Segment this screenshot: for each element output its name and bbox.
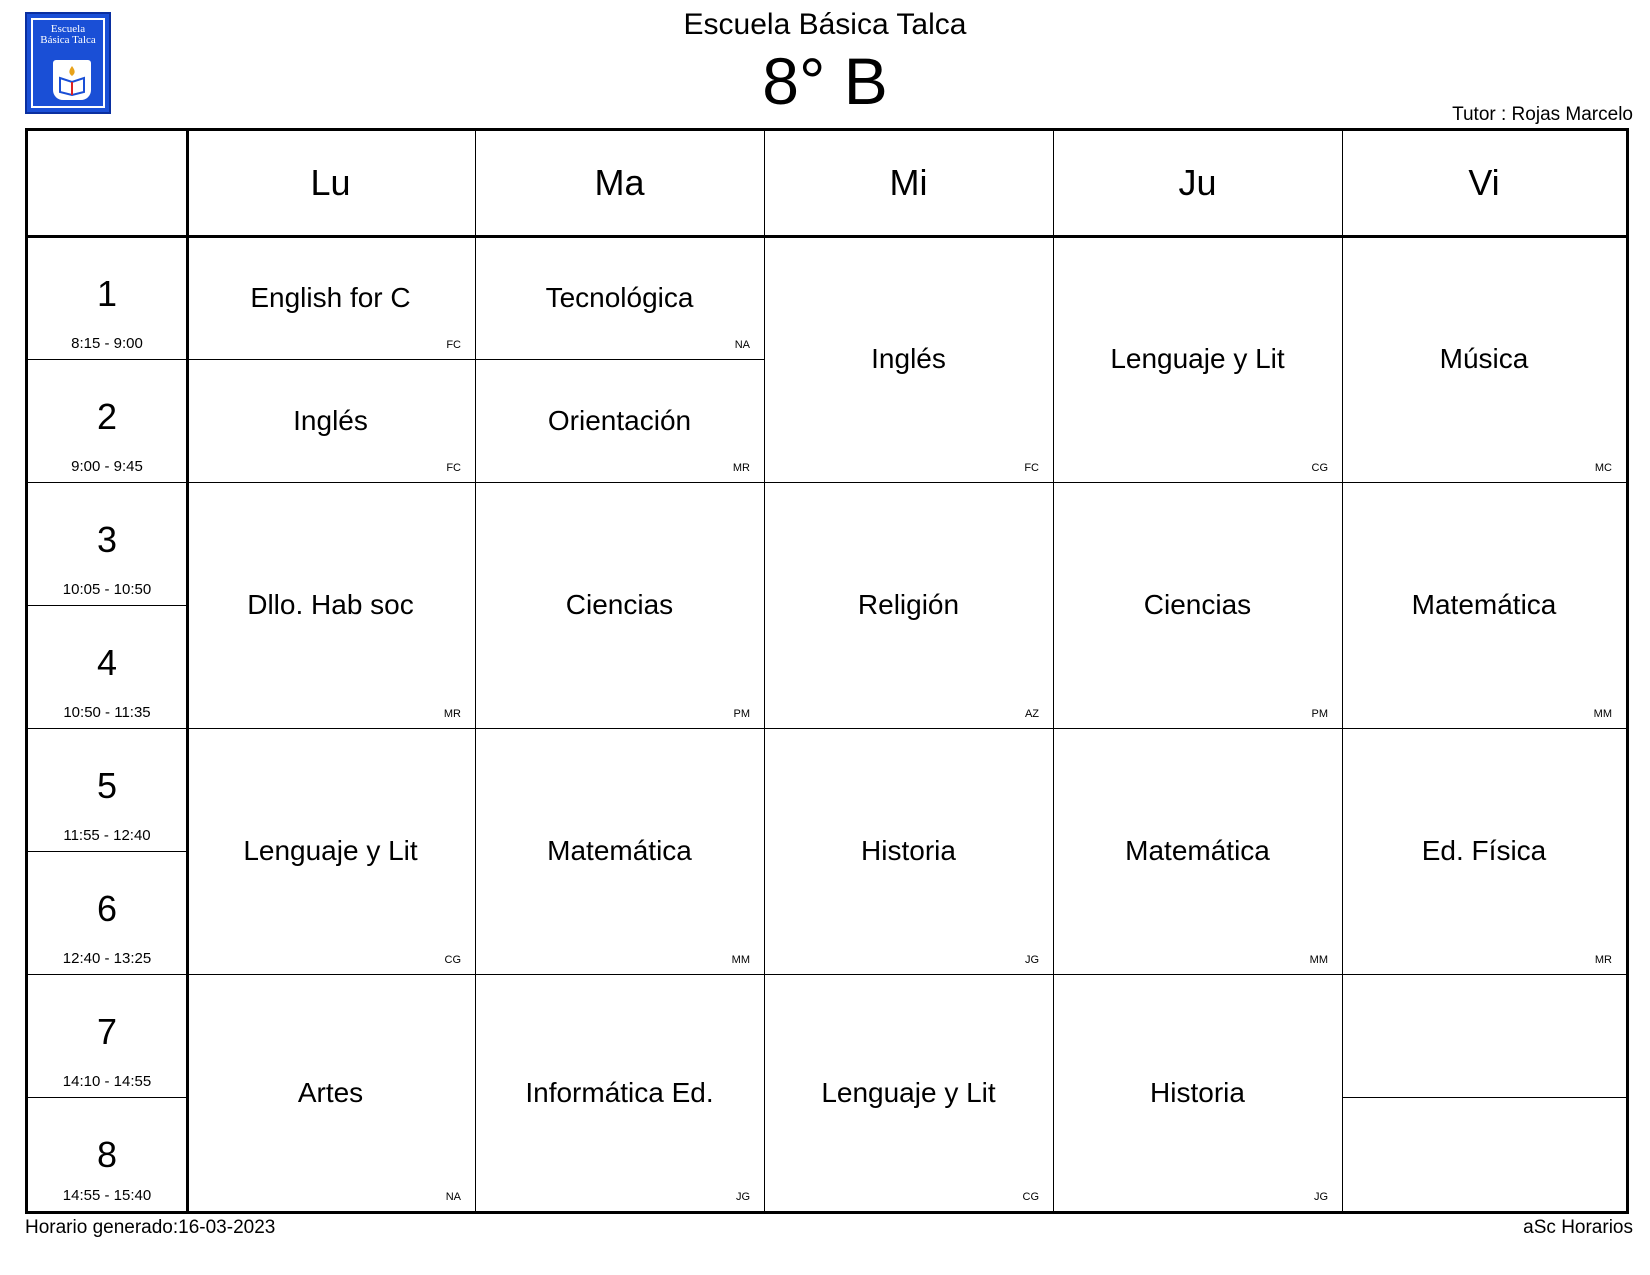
period-3 — [28, 482, 186, 605]
lesson-subject: Lenguaje y Lit — [1110, 343, 1285, 374]
period-time: 9:00 - 9:45 — [71, 458, 143, 475]
lesson-subject: Lenguaje y Lit — [821, 1076, 996, 1108]
class-title: 8° B — [762, 44, 888, 118]
lesson-teacher: MR — [1594, 954, 1612, 966]
lesson-subject: Artes — [297, 1076, 364, 1108]
logo-text-line1: Escuela — [50, 23, 86, 35]
lesson-mi-7-8[interactable] — [764, 974, 1053, 1211]
period-time: 14:10 - 14:55 — [62, 1073, 152, 1090]
lesson-teacher: FC — [446, 462, 461, 474]
lesson-ma-2[interactable] — [475, 359, 764, 482]
lesson-ju-3-4[interactable] — [1053, 482, 1342, 728]
period-time: 10:50 - 11:35 — [63, 704, 151, 721]
lesson-teacher: MC — [1594, 462, 1612, 474]
software-credit: aSc Horarios — [1523, 1217, 1633, 1238]
lesson-teacher: PM — [733, 708, 750, 720]
period-6 — [28, 851, 186, 974]
empty-slot-vi-7 — [1342, 974, 1626, 1097]
empty-slot-vi-8 — [1342, 1097, 1626, 1211]
generated-date: Horario generado:16-03-2023 — [25, 1217, 276, 1238]
lesson-teacher: JG — [735, 1191, 750, 1203]
lesson-mi-1-2[interactable] — [764, 236, 1053, 482]
lesson-vi-3-4[interactable] — [1342, 482, 1626, 728]
lesson-subject: Matemática — [1125, 835, 1270, 866]
day-header-mi: Mi — [889, 162, 928, 203]
lesson-teacher: CG — [1311, 462, 1328, 474]
lesson-ju-7-8[interactable] — [1053, 974, 1342, 1211]
lesson-ju-1-2[interactable] — [1053, 236, 1342, 482]
lesson-subject: Tecnológica — [545, 281, 694, 313]
lesson-subject: Ed. Física — [1421, 835, 1547, 866]
lesson-subject: Ciencias — [1143, 589, 1252, 620]
period-8 — [28, 1097, 186, 1211]
lesson-subject: Matemática — [547, 835, 692, 866]
lesson-teacher: JG — [1024, 954, 1039, 966]
lesson-ma-5-6[interactable] — [475, 728, 764, 974]
lesson-teacher: AZ — [1024, 708, 1039, 720]
lesson-vi-5-6[interactable] — [1342, 728, 1626, 974]
lesson-teacher: JG — [1313, 1191, 1328, 1203]
lesson-teacher: CG — [444, 954, 461, 966]
lesson-subject: Ciencias — [565, 589, 674, 620]
lesson-subject: Dllo. Hab soc — [247, 589, 414, 620]
logo-text-line2: Básica Talca — [40, 34, 96, 46]
lesson-subject: English for C — [250, 281, 411, 313]
lesson-subject: Informática Ed. — [525, 1076, 714, 1108]
lesson-teacher: MM — [1309, 954, 1328, 966]
lesson-subject: Inglés — [293, 404, 368, 436]
period-time: 12:40 - 13:25 — [62, 950, 152, 967]
lesson-ma-7-8[interactable] — [475, 974, 764, 1211]
lesson-teacher: NA — [734, 339, 750, 351]
period-number: 3 — [96, 519, 118, 560]
lesson-mi-3-4[interactable] — [764, 482, 1053, 728]
day-header-ju: Ju — [1178, 162, 1217, 203]
lesson-lu-2[interactable] — [186, 359, 475, 482]
lesson-vi-1-2[interactable] — [1342, 236, 1626, 482]
lesson-teacher: MR — [443, 708, 461, 720]
lesson-subject: Orientación — [547, 404, 692, 436]
lesson-subject: Religión — [857, 589, 960, 620]
lesson-mi-5-6[interactable] — [764, 728, 1053, 974]
period-number: 7 — [96, 1011, 118, 1052]
period-number: 2 — [96, 396, 118, 437]
lesson-subject: Inglés — [871, 343, 946, 374]
period-7 — [28, 974, 186, 1097]
period-1 — [28, 236, 186, 359]
period-number: 8 — [96, 1134, 118, 1175]
period-2 — [28, 359, 186, 482]
lesson-ma-3-4[interactable] — [475, 482, 764, 728]
lesson-lu-5-6[interactable] — [186, 728, 475, 974]
day-header-vi: Vi — [1468, 162, 1500, 203]
period-time: 14:55 - 15:40 — [62, 1187, 152, 1204]
period-time: 8:15 - 9:00 — [71, 335, 143, 352]
day-header-lu: Lu — [310, 162, 351, 203]
lesson-ma-1[interactable] — [475, 236, 764, 359]
lesson-teacher: MM — [1593, 708, 1612, 720]
lesson-lu-3-4[interactable] — [186, 482, 475, 728]
lesson-subject: Música — [1439, 343, 1529, 374]
period-number: 4 — [96, 642, 118, 683]
period-time: 10:05 - 10:50 — [62, 581, 152, 598]
lesson-subject: Historia — [1150, 1076, 1245, 1108]
period-5 — [28, 728, 186, 851]
lesson-teacher: FC — [1024, 462, 1039, 474]
lesson-subject: Historia — [861, 835, 956, 866]
lesson-teacher: NA — [445, 1191, 461, 1203]
lesson-teacher: FC — [446, 339, 461, 351]
lesson-lu-7-8[interactable] — [186, 974, 475, 1211]
lesson-lu-1[interactable] — [186, 236, 475, 359]
period-time: 11:55 - 12:40 — [63, 827, 151, 844]
lesson-teacher: CG — [1022, 1191, 1039, 1203]
lesson-subject: Lenguaje y Lit — [243, 835, 418, 866]
period-4 — [28, 605, 186, 728]
period-number: 1 — [96, 273, 118, 314]
lesson-teacher: PM — [1311, 708, 1328, 720]
period-number: 6 — [96, 888, 118, 929]
day-header-ma: Ma — [594, 162, 645, 203]
lesson-teacher: MR — [732, 462, 750, 474]
tutor-label: Tutor : Rojas Marcelo — [1452, 104, 1633, 125]
lesson-teacher: MM — [731, 954, 750, 966]
school-name: Escuela Básica Talca — [683, 8, 967, 41]
timetable-grid — [25, 128, 1629, 1214]
lesson-subject: Matemática — [1411, 589, 1557, 620]
period-number: 5 — [96, 765, 118, 806]
lesson-ju-5-6[interactable] — [1053, 728, 1342, 974]
